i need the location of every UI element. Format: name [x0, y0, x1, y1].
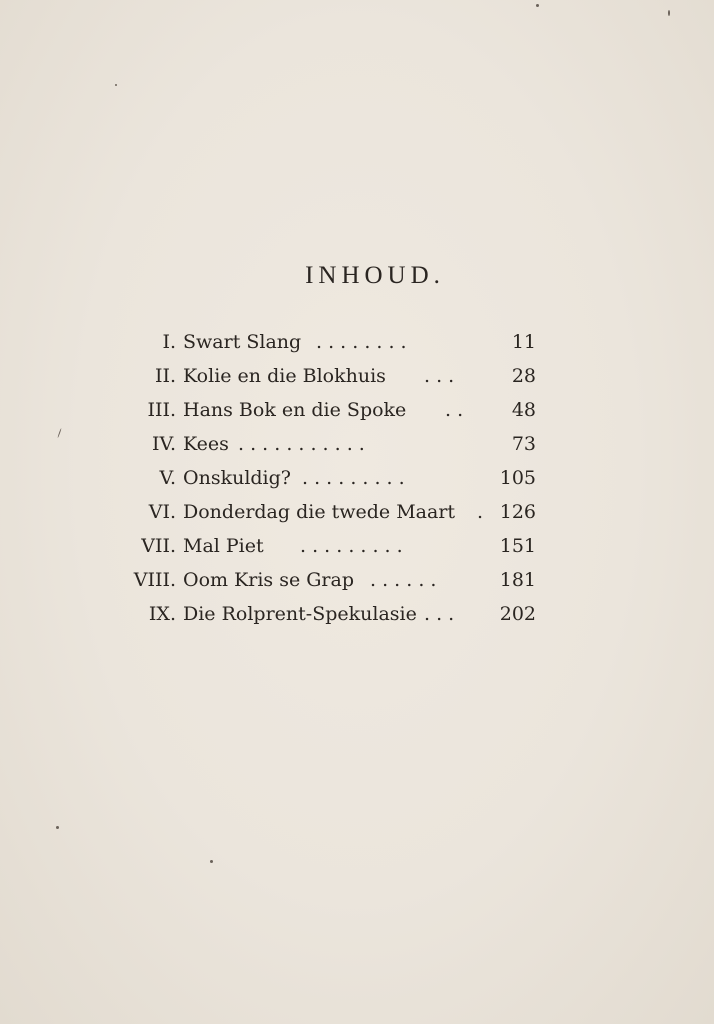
leader-dots: . . . . . . — [370, 569, 437, 591]
paper-speck — [668, 10, 670, 16]
toc-entry — [0, 429, 714, 459]
page-number: 202 — [499, 603, 536, 625]
chapter-title: Donderdag die twede Maart — [183, 501, 456, 523]
chapter-title: Swart Slang — [183, 331, 302, 353]
chapter-numeral: V. — [159, 467, 176, 489]
paper-speck — [210, 860, 213, 863]
page-number: 105 — [499, 467, 536, 489]
chapter-title: Onskuldig? — [183, 467, 291, 489]
leader-dots: . . . . . . . . . . . — [238, 433, 365, 455]
leader-dots: . . . . . . . . — [316, 331, 407, 353]
paper-speck — [536, 4, 539, 7]
chapter-title: Kolie en die Blokhuis — [183, 365, 386, 387]
page-number: 151 — [499, 535, 536, 557]
leader-dots: . . . . . . . . . — [302, 467, 405, 489]
page-number: 73 — [511, 433, 536, 455]
chapter-title: Hans Bok en die Spoke — [183, 399, 407, 421]
toc-entry — [0, 497, 714, 527]
chapter-numeral: IV. — [152, 433, 176, 455]
chapter-numeral: VIII. — [133, 569, 176, 591]
paper-speck — [56, 826, 59, 829]
chapter-numeral: I. — [162, 331, 176, 353]
leader-dots: . . — [445, 399, 464, 421]
leader-dots: . . . — [424, 365, 455, 387]
toc-entry — [0, 395, 714, 425]
toc-entry — [0, 565, 714, 595]
page-title: INHOUD. — [305, 262, 445, 289]
page-number: 11 — [511, 331, 536, 353]
chapter-numeral: VI. — [148, 501, 176, 523]
chapter-numeral: III. — [147, 399, 176, 421]
toc-entry — [0, 599, 714, 629]
page-number: 28 — [511, 365, 536, 387]
chapter-title: Oom Kris se Grap — [183, 569, 354, 591]
page-number: 48 — [511, 399, 536, 421]
toc-entry — [0, 327, 714, 357]
leader-dots: . . . . . . . . . — [300, 535, 403, 557]
chapter-numeral: II. — [154, 365, 176, 387]
leader-dots: . . . — [424, 603, 455, 625]
page-number: 126 — [499, 501, 536, 523]
chapter-numeral: VII. — [141, 535, 176, 557]
chapter-title: Mal Piet — [183, 535, 264, 557]
chapter-numeral: IX. — [148, 603, 176, 625]
paper-speck — [115, 84, 117, 86]
toc-entry — [0, 531, 714, 561]
chapter-title: Kees — [183, 433, 229, 455]
chapter-title: Die Rolprent-Spekulasie — [183, 603, 417, 625]
toc-entry — [0, 463, 714, 493]
leader-dots: . — [477, 501, 484, 523]
toc-entry — [0, 361, 714, 391]
page-number: 181 — [499, 569, 536, 591]
